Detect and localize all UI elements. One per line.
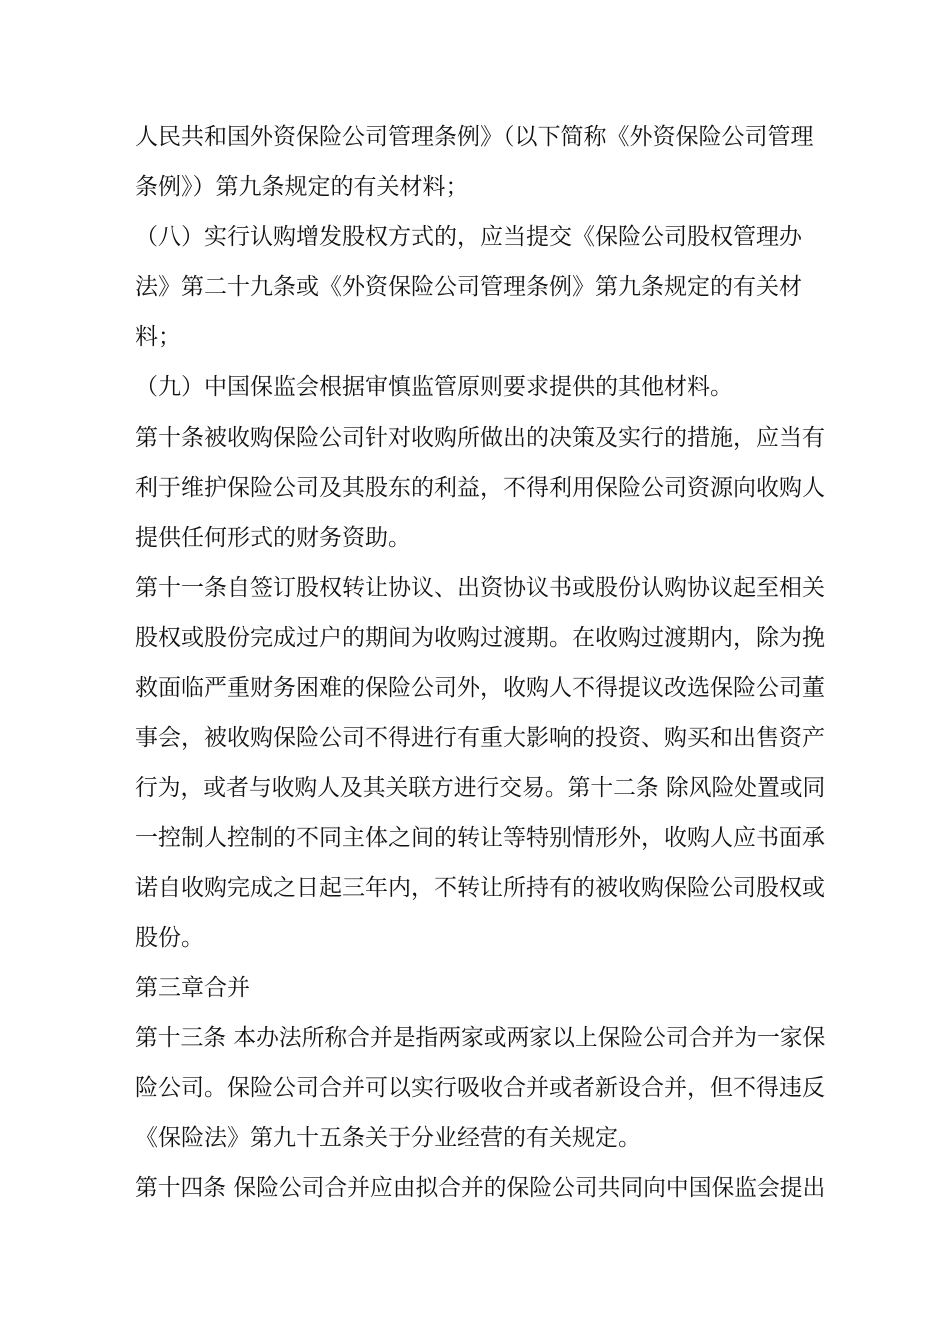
text-line: 事会，被收购保险公司不得进行有重大影响的投资、购买和出售资产	[135, 725, 825, 751]
text-line: （八）实行认购增发股权方式的，应当提交《保险公司股权管理办	[135, 224, 802, 250]
chapter-heading: 第三章合并	[135, 975, 250, 1001]
text-line: 险公司。保险公司合并可以实行吸收合并或者新设合并，但不得违反	[135, 1075, 825, 1101]
text-line: 法》第二十九条或《外资保险公司管理条例》第九条规定的有关材	[135, 274, 802, 300]
text-line: 第十三条 本办法所称合并是指两家或两家以上保险公司合并为一家保	[135, 1025, 826, 1051]
text-line: 诺自收购完成之日起三年内，不转让所持有的被收购保险公司股权或	[135, 875, 825, 901]
text-line: （九）中国保监会根据审慎监管原则要求提供的其他材料。	[135, 374, 733, 400]
text-line: 第十一条自签订股权转让协议、出资协议书或股份认购协议起至相关	[135, 575, 825, 601]
text-line: 条例》）第九条规定的有关材料；	[135, 174, 469, 200]
text-line: 人民共和国外资保险公司管理条例》（以下简称《外资保险公司管理	[135, 124, 814, 150]
text-line: 《保险法》第九十五条关于分业经营的有关规定。	[135, 1125, 641, 1151]
text-line: 股份。	[135, 925, 204, 951]
text-line: 行为，或者与收购人及其关联方进行交易。第十二条 除风险处置或同	[135, 775, 826, 801]
text-line: 料；	[135, 324, 181, 350]
text-line: 提供任何形式的财务资助。	[135, 525, 411, 551]
text-line: 股权或股份完成过户的期间为收购过渡期。在收购过渡期内，除为挽	[135, 625, 825, 651]
text-line: 第十四条 保险公司合并应由拟合并的保险公司共同向中国保监会提出	[135, 1175, 826, 1201]
text-line: 救面临严重财务困难的保险公司外，收购人不得提议改选保险公司董	[135, 675, 825, 701]
text-line: 利于维护保险公司及其股东的利益，不得利用保险公司资源向收购人	[135, 475, 825, 501]
text-line: 第十条被收购保险公司针对收购所做出的决策及实行的措施，应当有	[135, 425, 825, 451]
text-line: 一控制人控制的不同主体之间的转让等特别情形外，收购人应书面承	[135, 825, 825, 851]
